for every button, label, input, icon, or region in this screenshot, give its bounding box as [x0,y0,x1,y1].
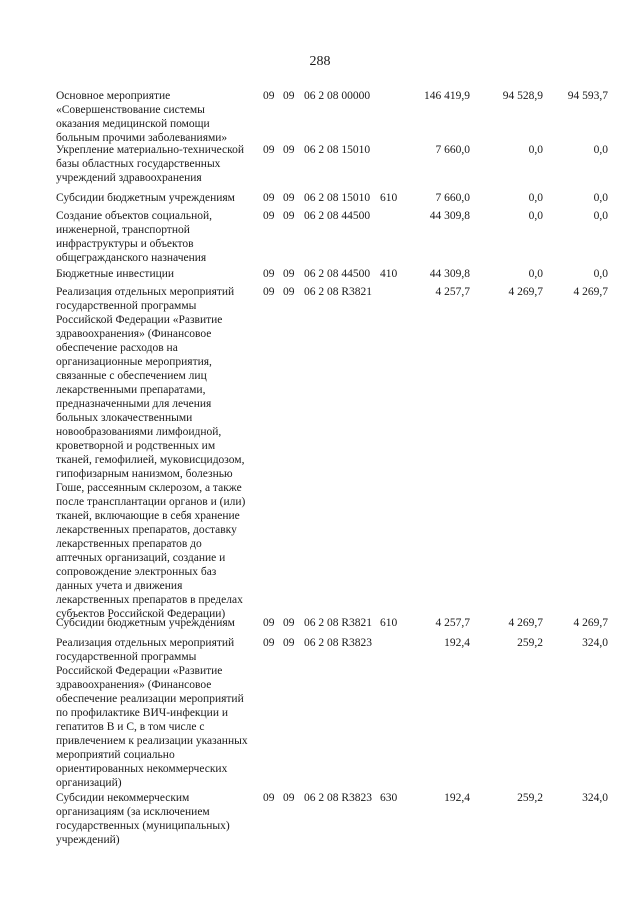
row-name: Основное мероприятие «Совершенствование системы оказания медицинской помощи больным прочими заболеваниями» [56,90,228,144]
target-article-code: 06 2 08 15010 [304,192,371,204]
section-code: 09 [263,210,275,222]
amount-year-3: 0,0 [593,210,608,222]
target-article-code: 06 2 08 00000 [304,90,371,102]
amount-year-1: 4 257,7 [435,286,470,298]
target-article-code: 06 2 08 R3821 [304,286,373,298]
target-article-code: 06 2 08 R3821 [304,617,373,629]
amount-year-2: 0,0 [528,210,543,222]
row-name: Реализация отдельных мероприятий государственной программы Российской Федерации «Развитие здравоохранения» (Финансовое обеспечение реализации мероприятий по профилактике ВИЧ-инфекции и гепатитов В и С, в том числе с привлечением к реализации указанных мероприятий социально ориентированных некоммерческих организаций) [56,637,248,789]
subsection-code: 09 [283,286,295,298]
row-name: Субсидии бюджетным учреждениям [56,617,235,629]
subsection-code: 09 [283,792,295,804]
amount-year-2: 0,0 [528,144,543,156]
amount-year-3: 4 269,7 [573,617,608,629]
subsection-code: 09 [283,90,295,102]
row-name: Субсидии бюджетным учреждениям [56,192,235,204]
section-code: 09 [263,286,275,298]
amount-year-1: 44 309,8 [429,268,470,280]
section-code: 09 [263,144,275,156]
table-row [0,89,640,143]
row-name: Укрепление материально-технической базы областных государственных учреждений здравоохранения [56,144,245,184]
amount-year-2: 4 269,7 [508,286,543,298]
amount-year-2: 0,0 [528,268,543,280]
amount-year-3: 0,0 [593,144,608,156]
row-name: Реализация отдельных мероприятий государственной программы Российской Федерации «Развитие здравоохранения» (Финансовое обеспечение расходов на организационные мероприятия, связанные с обеспечением лиц лекарственными препаратами, предназначенными для лечения больных злокачественными новообразованиями лимфоидной, кроветворной и родственных им тканей, гемофилией, муковисцидозом, гипофизарным нанизмом, болезнью Гоше, рассеянным склерозом, а также после трансплантации органов и (или) тканей, включающие в себя хранение лекарственных препаратов, доставку лекарственных препаратов до аптечных организаций, создание и сопровождение электронных баз данных учета и движения лекарственных препаратов в пределах субъектов Российской Федерации) [56,286,246,620]
budget-table [0,89,640,847]
amount-year-1: 44 309,8 [429,210,470,222]
amount-year-1: 192,4 [444,792,470,804]
expense-type-code: 410 [380,268,398,280]
expense-type-code: 630 [380,792,398,804]
target-article-code: 06 2 08 15010 [304,144,371,156]
section-code: 09 [263,268,275,280]
amount-year-3: 324,0 [582,637,608,649]
section-code: 09 [263,90,275,102]
section-code: 09 [263,637,275,649]
amount-year-2: 94 528,9 [502,90,543,102]
table-row [0,636,640,791]
table-row [0,285,640,620]
amount-year-1: 7 660,0 [435,192,470,204]
page-number: 288 [309,54,331,69]
table-row [0,143,640,191]
amount-year-3: 0,0 [593,192,608,204]
subsection-code: 09 [283,637,295,649]
amount-year-3: 94 593,7 [567,90,608,102]
section-code: 09 [263,617,275,629]
amount-year-3: 324,0 [582,792,608,804]
table-row [0,791,640,847]
section-code: 09 [263,792,275,804]
table-row [0,616,640,636]
amount-year-1: 7 660,0 [435,144,470,156]
amount-year-2: 259,2 [517,637,543,649]
amount-year-3: 0,0 [593,268,608,280]
amount-year-1: 192,4 [444,637,470,649]
subsection-code: 09 [283,144,295,156]
amount-year-1: 146 419,9 [424,90,470,102]
amount-year-2: 259,2 [517,792,543,804]
table-row [0,191,640,209]
expense-type-code: 610 [380,617,398,629]
section-code: 09 [263,192,275,204]
amount-year-3: 4 269,7 [573,286,608,298]
target-article-code: 06 2 08 44500 [304,210,371,222]
subsection-code: 09 [283,617,295,629]
amount-year-2: 0,0 [528,192,543,204]
subsection-code: 09 [283,268,295,280]
row-name: Субсидии некоммерческим организациям (за исключением государственных (муниципальных) учреждений) [56,792,230,846]
target-article-code: 06 2 08 R3823 [304,637,373,649]
amount-year-1: 4 257,7 [435,617,470,629]
table-row [0,209,640,267]
subsection-code: 09 [283,192,295,204]
target-article-code: 06 2 08 44500 [304,268,371,280]
amount-year-2: 4 269,7 [508,617,543,629]
target-article-code: 06 2 08 R3823 [304,792,373,804]
row-name: Бюджетные инвестиции [56,268,175,280]
row-name: Создание объектов социальной, инженерной, транспортной инфраструктуры и объектов общегражданского назначения [56,210,213,264]
subsection-code: 09 [283,210,295,222]
expense-type-code: 610 [380,192,398,204]
table-row [0,267,640,285]
